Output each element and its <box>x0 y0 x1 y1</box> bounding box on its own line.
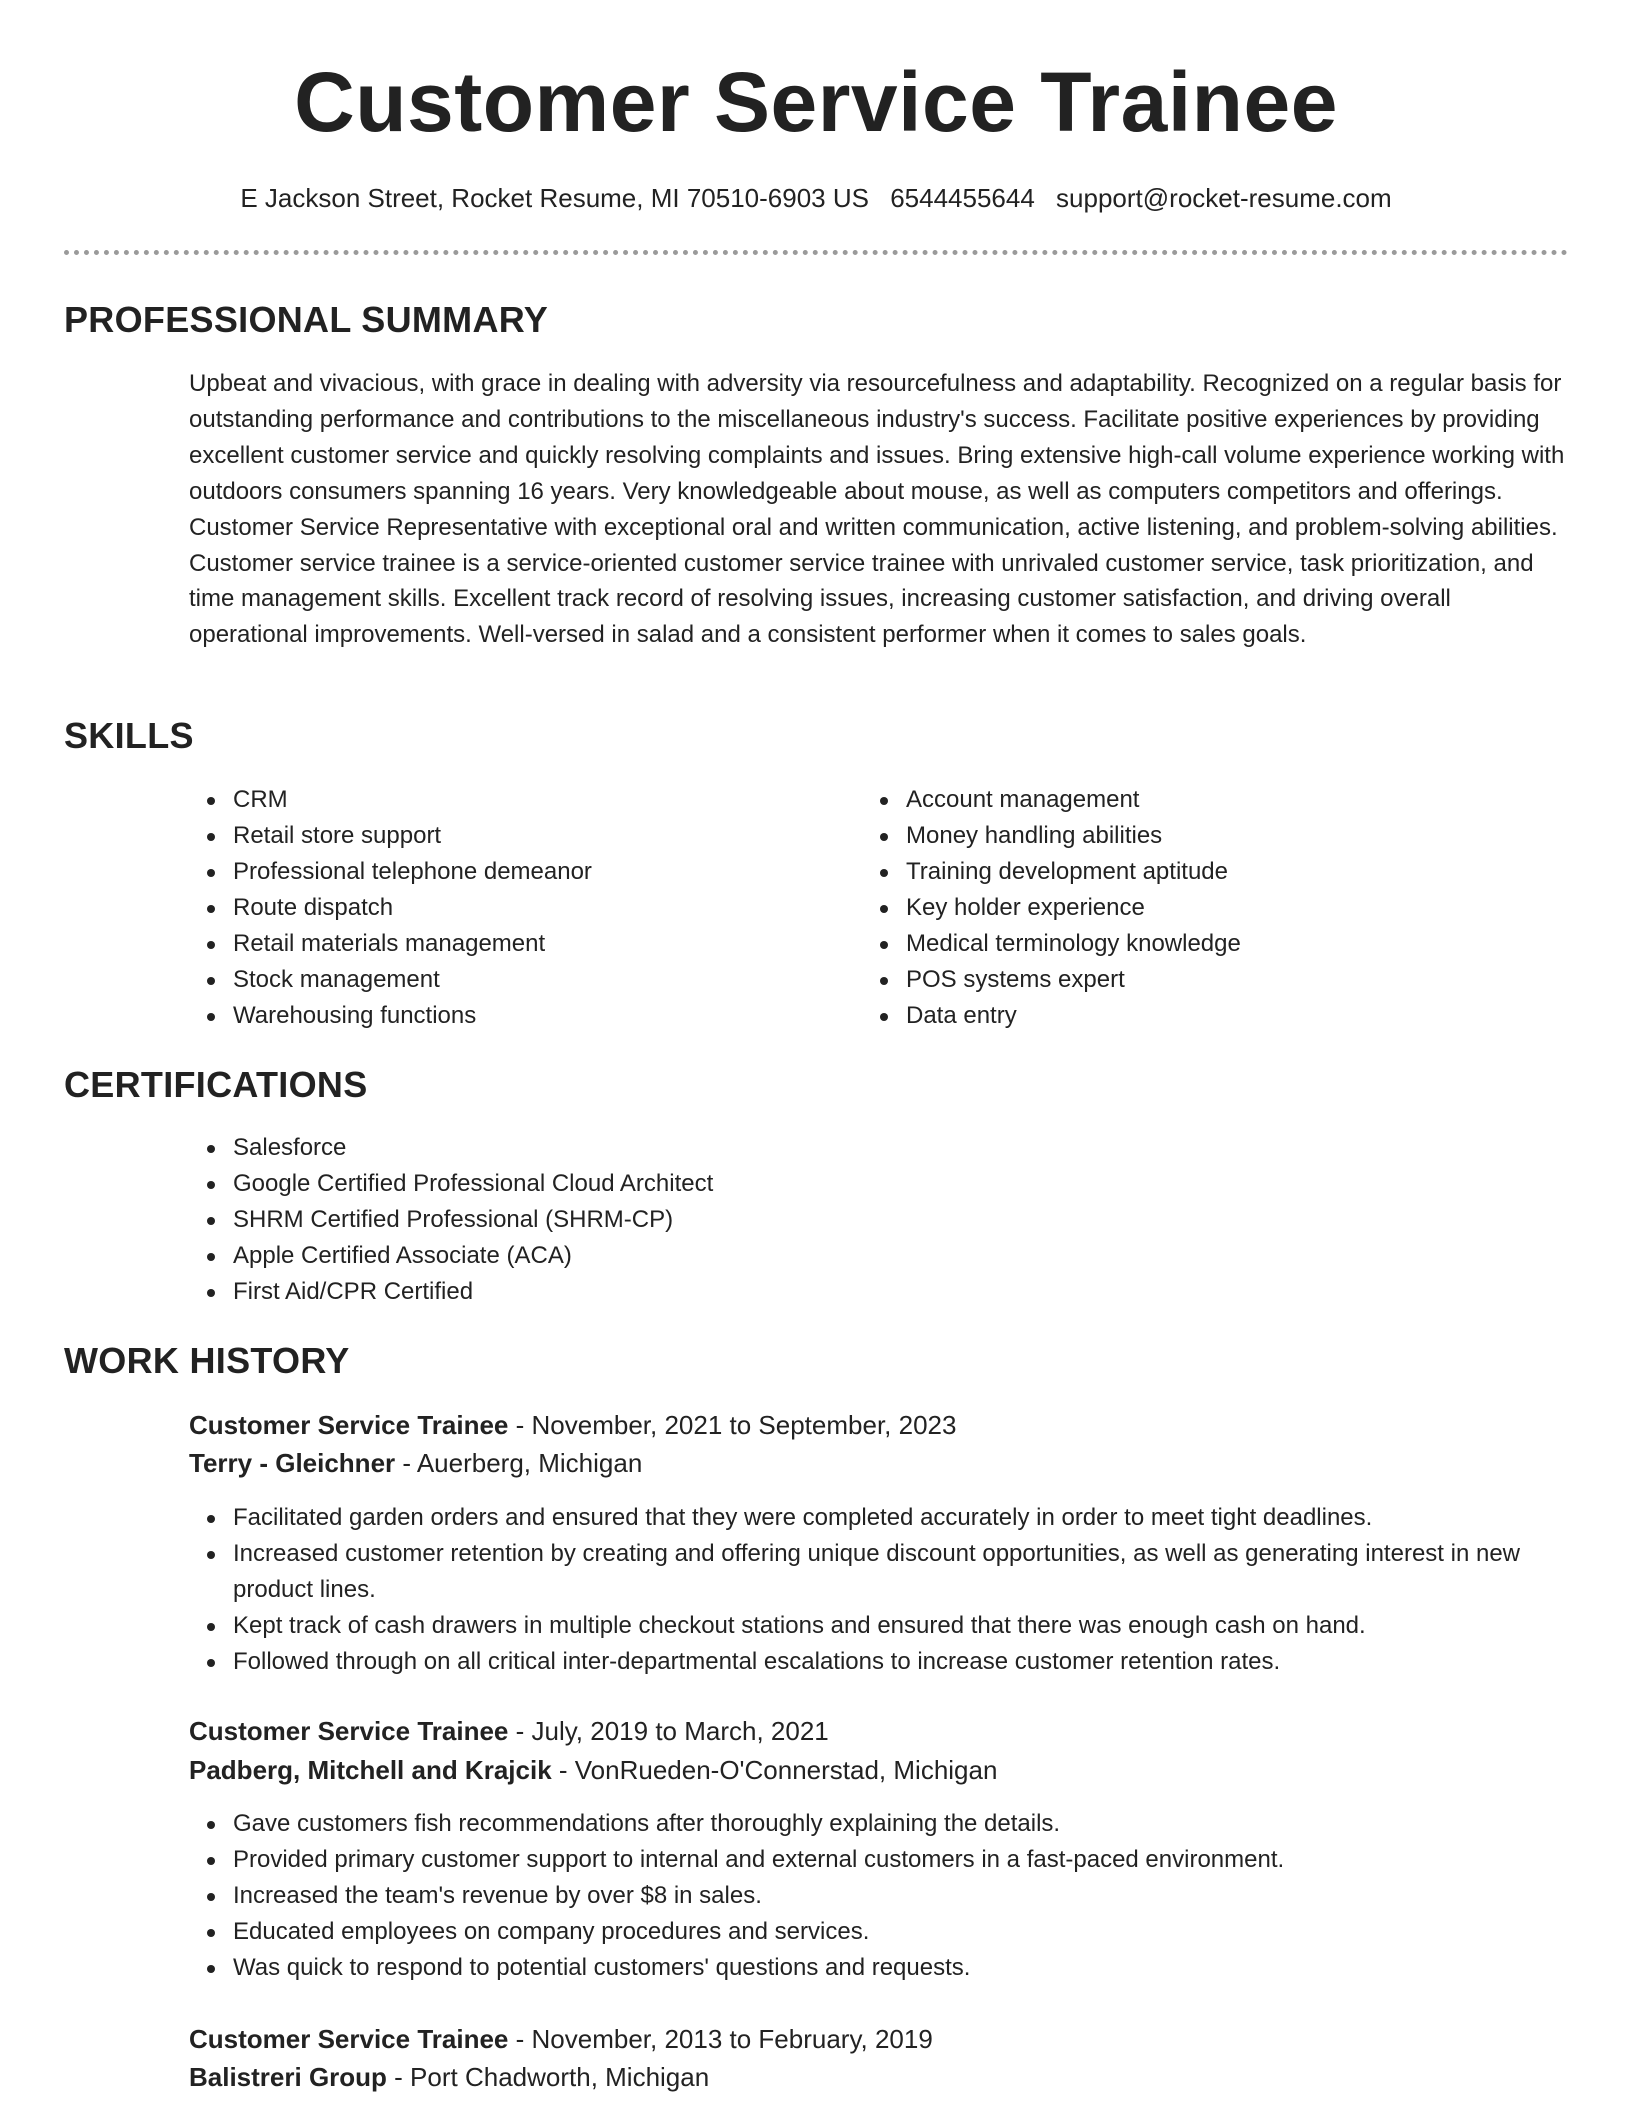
skill-item: Account management <box>862 782 1542 818</box>
skills-list-right <box>862 782 1542 1034</box>
job-company-line <box>189 1444 642 1482</box>
skill-item: Money handling abilities <box>862 818 1542 854</box>
skills-list-left <box>189 782 829 1034</box>
certification-item: Apple Certified Associate (ACA) <box>189 1238 1569 1274</box>
contact-email: support@rocket-resume.com <box>1056 183 1392 213</box>
section-title-certifications: CERTIFICATIONS <box>64 1064 368 1105</box>
section-title-summary: PROFESSIONAL SUMMARY <box>64 299 549 340</box>
job-bullet: Followed through on all critical inter-departmental escalations to increase customer retention rates. <box>189 1644 1569 1680</box>
job-bullet: Kept track of cash drawers in multiple checkout stations and ensured that there was enough cash on hand. <box>189 1608 1569 1644</box>
skill-item: Training development aptitude <box>862 854 1542 890</box>
contact-line <box>0 180 1632 216</box>
job-separator: - <box>551 1755 575 1785</box>
skill-item: Medical terminology knowledge <box>862 926 1542 962</box>
job-title-line <box>189 1406 956 1444</box>
summary-text: Upbeat and vivacious, with grace in dealing with adversity via resourcefulness and adaptability. Recognized on a regular basis for outstanding performance and contributions to the miscellaneous industry's success. Facilitate positive experiences by providing excellent customer service and quickly resolving complaints and issues. Bring extensive high-call volume experience working with outdoors consumers spanning 16 years. Very knowledgeable about mouse, as well as computers competitors and offerings. Customer Service Representative with exceptional oral and written communication, active listening, and problem-solving abilities. Customer service trainee is a service-oriented customer service trainee with unrivaled customer service, task prioritization, and time management skills. Excellent track record of resolving issues, increasing customer satisfaction, and driving overall operational improvements. Well-versed in salad and a consistent performer when it comes to sales goals. <box>189 370 1565 649</box>
header-divider <box>64 250 1568 255</box>
skill-item: POS systems expert <box>862 962 1542 998</box>
job-title: Customer Service Trainee <box>189 2024 509 2054</box>
job-dates: July, 2019 to March, 2021 <box>531 1716 829 1746</box>
certification-item: Google Certified Professional Cloud Architect <box>189 1166 1569 1202</box>
job-bullet: Increased the team's revenue by over $8 in sales. <box>189 1878 1569 1914</box>
job-separator: - <box>508 1410 532 1440</box>
job-title: Customer Service Trainee <box>189 1410 509 1440</box>
section-title-skills: SKILLS <box>64 715 194 756</box>
skill-item: Route dispatch <box>189 890 829 926</box>
job-separator: - <box>395 1448 417 1478</box>
job-dates: November, 2013 to February, 2019 <box>531 2024 933 2054</box>
job-company: Terry - Gleichner <box>189 1448 396 1478</box>
job-company: Padberg, Mitchell and Krajcik <box>189 1755 552 1785</box>
job-dates: November, 2021 to September, 2023 <box>531 1410 957 1440</box>
job-separator: - <box>508 2024 532 2054</box>
job-bullets <box>189 1500 1569 1680</box>
job-title-line <box>189 1712 829 1750</box>
skill-item: Data entry <box>862 998 1542 1034</box>
skill-item: Stock management <box>189 962 829 998</box>
job-bullet: Gave customers fish recommendations after thoroughly explaining the details. <box>189 1806 1569 1842</box>
job-bullet: Educated employees on company procedures and services. <box>189 1914 1569 1950</box>
resume-name: Customer Service Trainee <box>294 55 1338 149</box>
contact-address: E Jackson Street, Rocket Resume, MI 70510-6903 US <box>240 183 869 213</box>
skill-item: Retail store support <box>189 818 829 854</box>
job-company: Balistreri Group <box>189 2062 387 2092</box>
certification-item: First Aid/CPR Certified <box>189 1274 1569 1310</box>
job-location: Port Chadworth, Michigan <box>410 2062 710 2092</box>
job-company-line <box>189 1751 997 1789</box>
section-title-work-history: WORK HISTORY <box>64 1340 350 1381</box>
job-separator: - <box>508 1716 532 1746</box>
job-bullets <box>189 1806 1569 1986</box>
contact-phone: 6544455644 <box>890 183 1035 213</box>
job-company-line <box>189 2058 709 2096</box>
skill-item: Key holder experience <box>862 890 1542 926</box>
job-title-line <box>189 2020 933 2058</box>
skill-item: Warehousing functions <box>189 998 829 1034</box>
job-location: Auerberg, Michigan <box>416 1448 643 1478</box>
certification-item: Salesforce <box>189 1130 1569 1166</box>
certification-item: SHRM Certified Professional (SHRM-CP) <box>189 1202 1569 1238</box>
skill-item: Professional telephone demeanor <box>189 854 829 890</box>
certifications-list <box>189 1130 1569 1310</box>
job-location: VonRueden-O'Connerstad, Michigan <box>574 1755 998 1785</box>
skill-item: CRM <box>189 782 829 818</box>
job-title: Customer Service Trainee <box>189 1716 509 1746</box>
job-separator: - <box>386 2062 411 2092</box>
skill-item: Retail materials management <box>189 926 829 962</box>
job-bullet: Facilitated garden orders and ensured that they were completed accurately in order to meet tight deadlines. <box>189 1500 1569 1536</box>
job-bullet: Was quick to respond to potential customers' questions and requests. <box>189 1950 1569 1986</box>
job-bullet: Provided primary customer support to internal and external customers in a fast-paced environment. <box>189 1842 1569 1878</box>
job-bullet: Increased customer retention by creating and offering unique discount opportunities, as well as generating interest in new product lines. <box>189 1536 1569 1608</box>
